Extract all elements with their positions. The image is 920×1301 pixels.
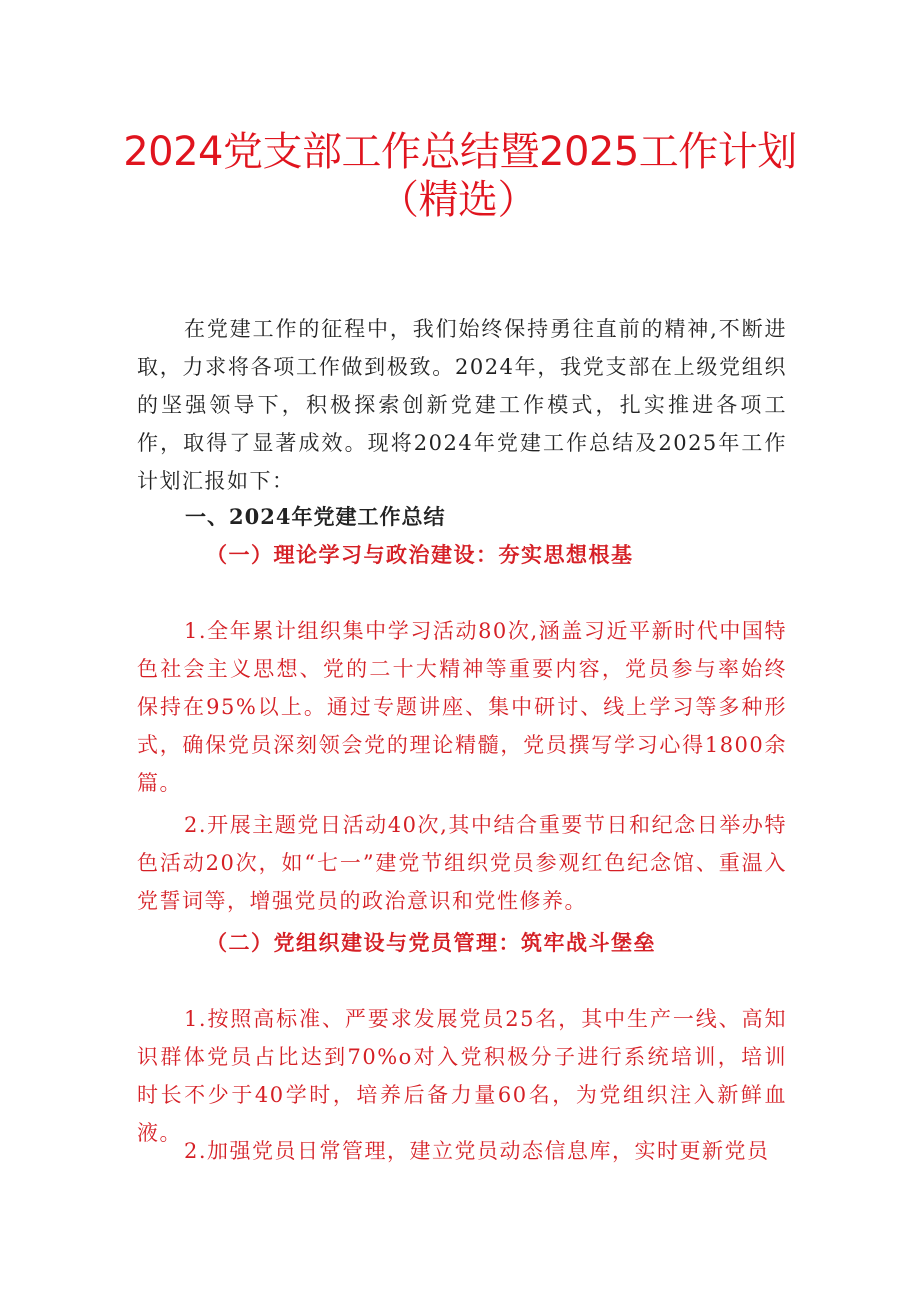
subsection-heading-2: （二）党组织建设与党员管理：筑牢战斗堡垒 — [206, 930, 656, 955]
subsection-2-item-2: 2.加强党员日常管理，建立党员动态信息库，实时更新党员 — [184, 1139, 770, 1163]
subsection-2-item-1: 1.按照高标准、严要求发展党员25名，其中生产一线、高知识群体党员占比达到70%o对入党积极分子进行系统培训，培训时长不少于40学时，培养后备力量60名，为党组织注入新鲜血液。 — [137, 1007, 787, 1145]
subsection-heading-1: （一）理论学习与政治建设：夯实思想根基 — [206, 542, 634, 567]
intro-paragraph: 在党建工作的征程中，我们始终保持勇往直前的精神,不断进取，力求将各项工作做到极致。2024年，我党支部在上级党组织的坚强领导下，积极探索创新党建工作模式，扎实推进各项工作，取得了显著成效。现将2024年党建工作总结及2025年工作计划汇报如下： — [137, 317, 787, 493]
subsection-1-item-2: 2.开展主题党日活动40次,其中结合重要节日和纪念日举办特色活动20次，如“七一”建党节组织党员参观红色纪念馆、重温入党誓词等，增强党员的政治意识和党性修养。 — [137, 813, 787, 913]
document-subtitle: （精选） — [379, 177, 537, 223]
section-heading-1: 一、2024年党建工作总结 — [185, 504, 446, 529]
document-title: 2024党支部工作总结暨2025工作计划 — [123, 129, 797, 175]
subsection-1-item-1: 1.全年累计组织集中学习活动80次,涵盖习近平新时代中国特色社会主义思想、党的二十大精神等重要内容，党员参与率始终保持在95%以上。通过专题讲座、集中研讨、线上学习等多种形式，确保党员深刻领会党的理论精髓，党员撰写学习心得1800余篇。 — [137, 619, 787, 795]
